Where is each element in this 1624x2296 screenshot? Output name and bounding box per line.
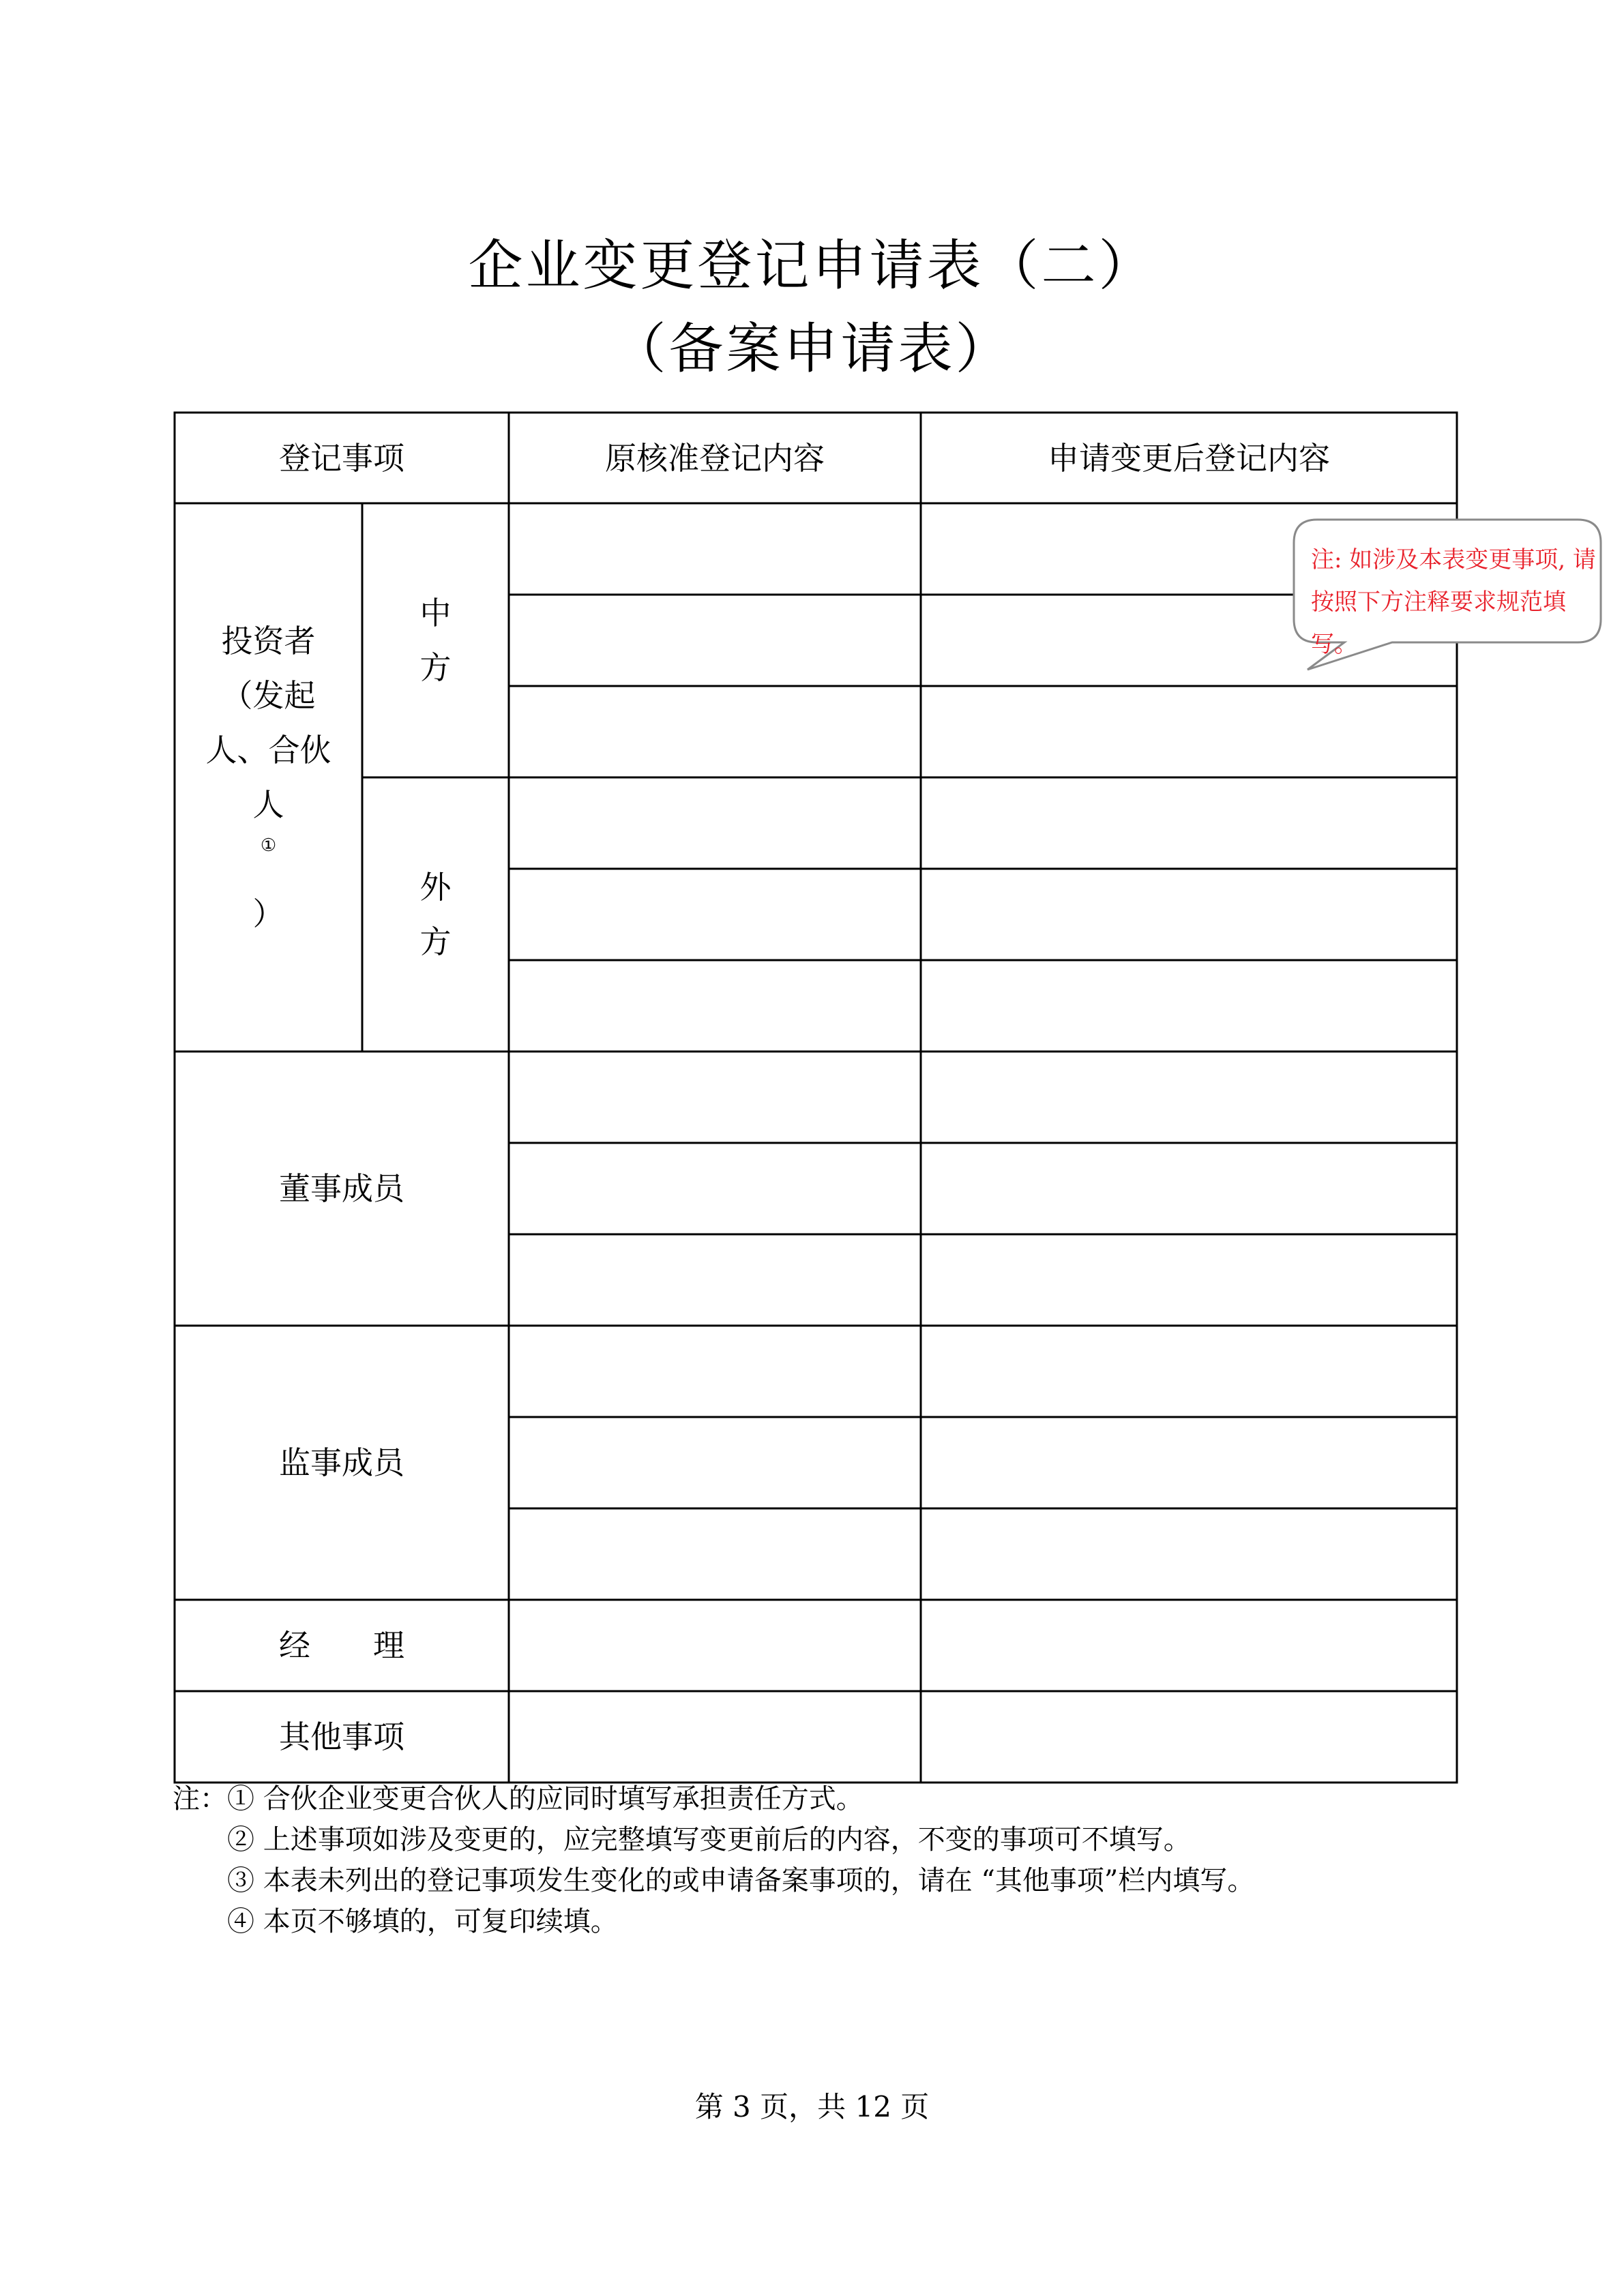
other-items-label: 其他事项 [279, 1718, 404, 1755]
note-item: ② 上述事项如涉及变更的，应完整填写变更前后的内容，不变的事项可不填写。 [227, 1824, 1191, 1855]
investor-label-close: ） [252, 895, 284, 932]
callout-text: 注: 如涉及本表变更事项, 请按照下方注释要求规范填写。 [1311, 546, 1596, 658]
investor-label-line: 人、合伙 [205, 732, 331, 769]
manager-label: 经 理 [279, 1627, 404, 1664]
supervisors-label: 监事成员 [279, 1444, 404, 1481]
foreign-party-label [362, 777, 509, 1052]
header-registration-item: 登记事项 [279, 439, 404, 477]
notes-prefix: 注： [173, 1783, 227, 1815]
header-original-content: 原核准登记内容 [605, 439, 825, 477]
investor-label [175, 503, 362, 1052]
investor-label-line: 投资者 [221, 623, 316, 659]
page-number: 第 3 页，共 12 页 [694, 2090, 930, 2123]
note-item: ④ 本页不够填的，可复印续填。 [227, 1906, 618, 1937]
note-item: ① 合伙企业变更合伙人的应同时填写承担责任方式。 [227, 1783, 863, 1815]
form-subtitle: （备案申请表） [611, 317, 1013, 381]
note-item: ③ 本表未列出的登记事项发生变化的或申请备案事项的，请在 “其他事项”栏内填写。 [227, 1865, 1255, 1896]
investor-label-line: 人 [252, 786, 284, 823]
chinese-party-char: 中 [419, 595, 452, 631]
footnote-marker: ① [260, 835, 277, 856]
chinese-party-char: 方 [419, 649, 452, 686]
form-title: 企业变更登记申请表（二） [468, 234, 1156, 297]
foreign-party-char: 方 [419, 923, 452, 960]
header-changed-content: 申请变更后登记内容 [1048, 439, 1330, 477]
investor-label-line: （发起 [221, 677, 316, 714]
foreign-party-char: 外 [419, 869, 452, 906]
chinese-party-label [362, 503, 509, 777]
directors-label: 董事成员 [279, 1170, 404, 1207]
